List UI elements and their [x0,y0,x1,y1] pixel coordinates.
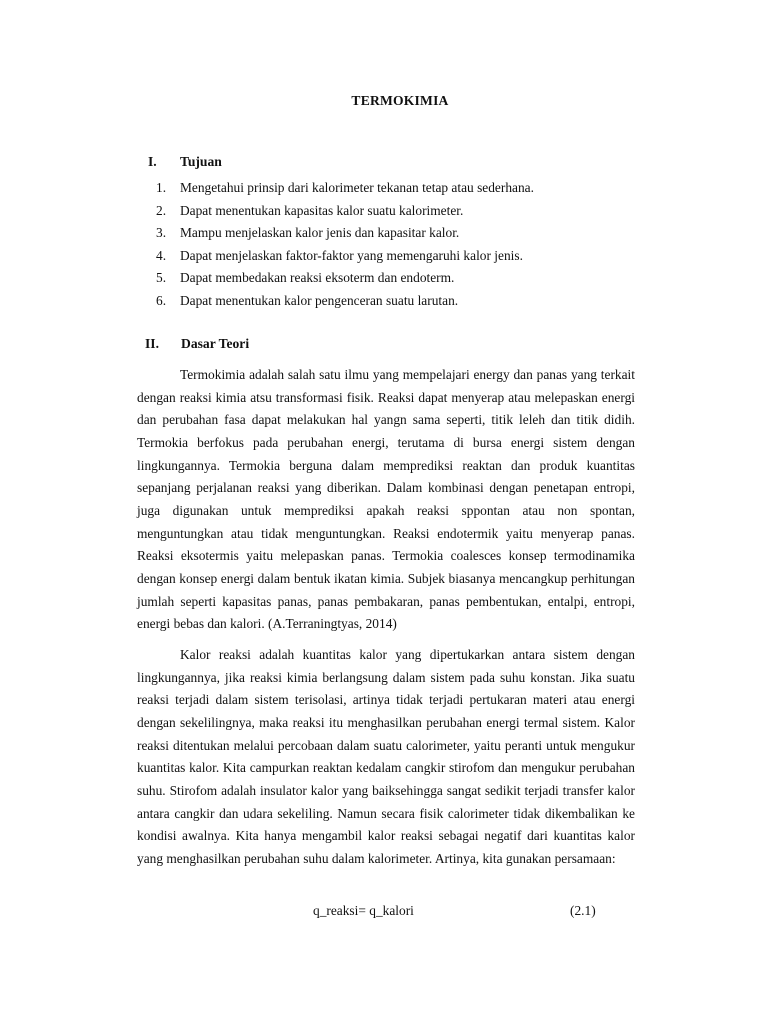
list-item-text: Dapat menjelaskan faktor-faktor yang memengaruhi kalor jenis. [180,247,523,263]
list-item-number: 2. [156,202,167,218]
list-item [156,177,534,200]
list-item-text: Mengetahui prinsip dari kalorimeter tekanan tetap atau sederhana. [180,180,534,195]
body-paragraph-1: Termokimia adalah salah satu ilmu yang mempelajari energy dan panas yang terkait dengan reaksi kimia atsu transformasi fisik. Reaksi dapat menyerap atau melepaskan energi dan perubahan fasa dapat melakukan hal yangn sama seperti, titik leleh dan titik didih. Termokia berfokus pada perubahan energi, terutama di bursa energi sistem dengan lingkungannya. Termokia berguna dalam memprediksi reaktan dan produk kuantitas sepanjang perjalanan reaksi yang diberikan. Dalam kombinasi dengan penetapan entropi, juga digunakan untuk memprediksi apakah reaksi sppontan atau non spontan, menguntungkan atau tidak menguntungkan. Reaksi endotermik yaitu menyerap panas. Reaksi eksotermis yaitu melepaskan panas. Termokia coalesces konsep termodinamika dengan konsep energi dalam bentuk ikatan kimia. Subjek biasanya mencangkup perhitungan jumlah seperti kapasitas panas, panas pembakaran, panas pembentukan, entalpi, entropi, energi bebas dan kalori. (A.Terraningtyas, 2014) [137,367,635,632]
body-paragraph-2: Kalor reaksi adalah kuantitas kalor yang dipertukarkan antara sistem dengan lingkungannya, jika reaksi kimia berlangsung dalam sistem pada suhu konstan. Jika suatu reaksi terjadi dalam sistem terisolasi, artinya tidak terjadi pertukaran materi atau energi dengan sekelilingnya, maka reaksi itu menghasilkan perubahan energi termal sistem. Kalor reaksi ditentukan melalui percobaan dalam suatu calorimeter, yaitu peranti untuk mengukur kuantitas kalor. Kita campurkan reaktan kedalam cangkir stirofom dan mengukur perubahan suhu. Stirofom adalah insulator kalor yang baiksehingga sangat sedikit terjadi transfer kalor antara cangkir dan udara sekeliling. Namun secara fisik calorimeter tidak dikembalikan ke kondisi awalnya. Kita hanya mengambil kalor reaksi sebagai negatif dari kuantitas kalor yang menghasilkan perubahan suhu dalam kalorimeter. Artinya, kita gunakan persamaan: [137,647,635,866]
objectives-list [156,177,534,313]
list-item [156,222,534,245]
list-item-number: 5. [156,270,167,286]
section-heading-tujuan [148,154,222,170]
list-item [156,200,534,223]
list-item-text: Dapat menentukan kapasitas kalor suatu kalorimeter. [180,202,464,218]
section-heading-text: Tujuan [180,154,222,169]
list-item-number: 1. [156,180,167,195]
list-item-number: 4. [156,247,167,263]
list-item-text: Dapat membedakan reaksi eksoterm dan endoterm. [180,270,455,286]
equation-number: (2.1) [570,903,596,918]
section-heading-dasar-teori [145,336,249,352]
section-number: I. [148,154,157,169]
equation-expression: q_reaksi= q_kalori [313,903,414,918]
list-item [156,245,534,268]
list-item-text: Mampu menjelaskan kalor jenis dan kapasitar kalor. [180,225,460,241]
list-item [156,290,534,313]
section-number: II. [145,336,159,351]
equation [0,903,768,925]
list-item-number: 6. [156,292,167,308]
document-title: TERMOKIMIA [351,93,449,108]
list-item-text: Dapat menentukan kalor pengenceran suatu larutan. [180,292,459,308]
list-item [156,267,534,290]
list-item-number: 3. [156,225,167,241]
section-heading-text: Dasar Teori [181,336,250,351]
